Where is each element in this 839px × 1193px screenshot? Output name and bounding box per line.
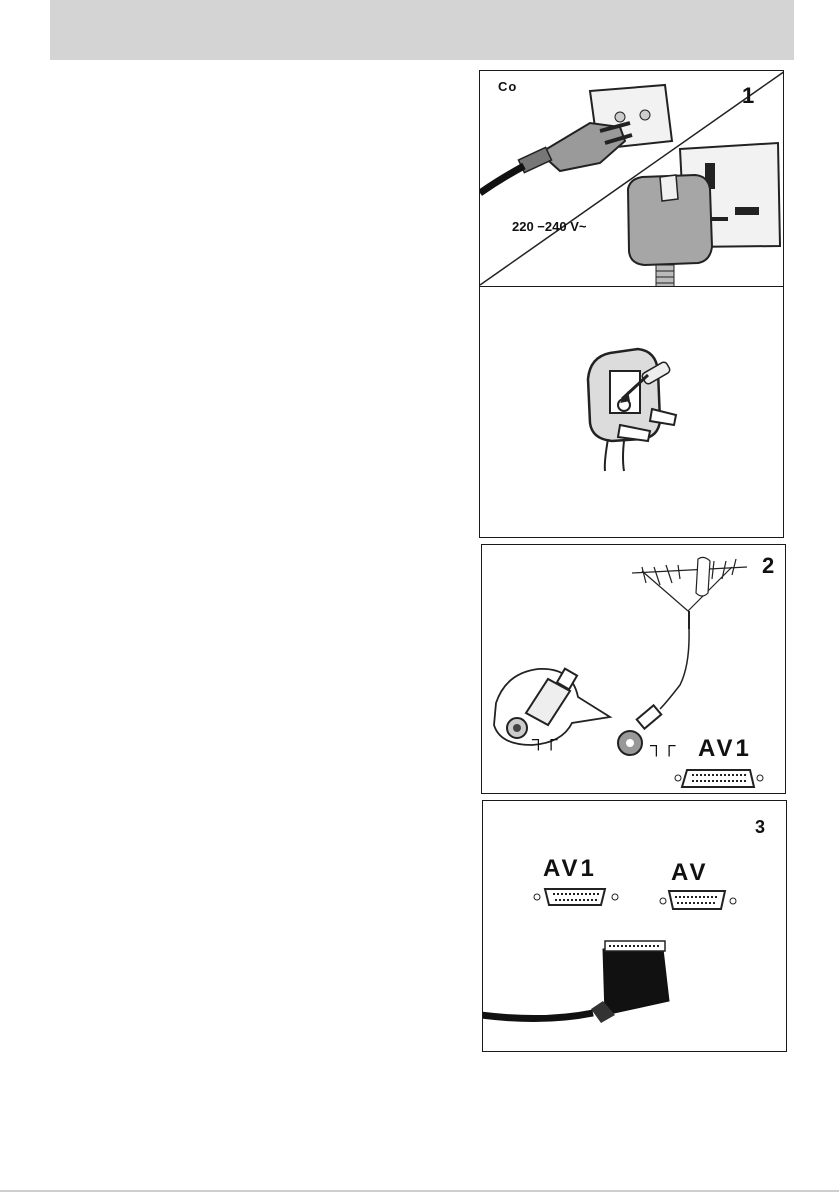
av-socket-label: AV (671, 859, 709, 886)
scart-socket-icon (534, 889, 618, 905)
panel-scart-connection (482, 800, 787, 1052)
panel-mains-connection (479, 70, 784, 287)
header-bar (50, 0, 794, 60)
step-number-2: 2 (762, 553, 775, 578)
uk-plug-fuse-illustration (480, 287, 784, 538)
bottom-rule (0, 1190, 839, 1192)
step-number-3: 3 (755, 817, 766, 837)
scart-illustration (483, 801, 787, 1052)
step-number-1: 1 (742, 83, 755, 108)
scart-socket-icon (675, 770, 763, 787)
panel-aerial-connection (481, 544, 786, 794)
antenna-symbol: ┐┌ (650, 735, 676, 755)
mains-plug-illustration (480, 71, 784, 287)
panel-fuse (479, 286, 784, 538)
av1-label: AV1 (698, 735, 752, 762)
uk-plug-fuse-icon (588, 349, 676, 471)
antenna-icon (632, 557, 747, 709)
scart-socket-icon (660, 891, 736, 909)
av1-socket-label: AV1 (543, 855, 597, 882)
corner-label: Co (498, 79, 518, 94)
voltage-label: 220 −240 V~ (512, 219, 587, 234)
scart-plug-icon (483, 941, 669, 1023)
antenna-symbol-zoom: ┐┌ (532, 729, 558, 749)
